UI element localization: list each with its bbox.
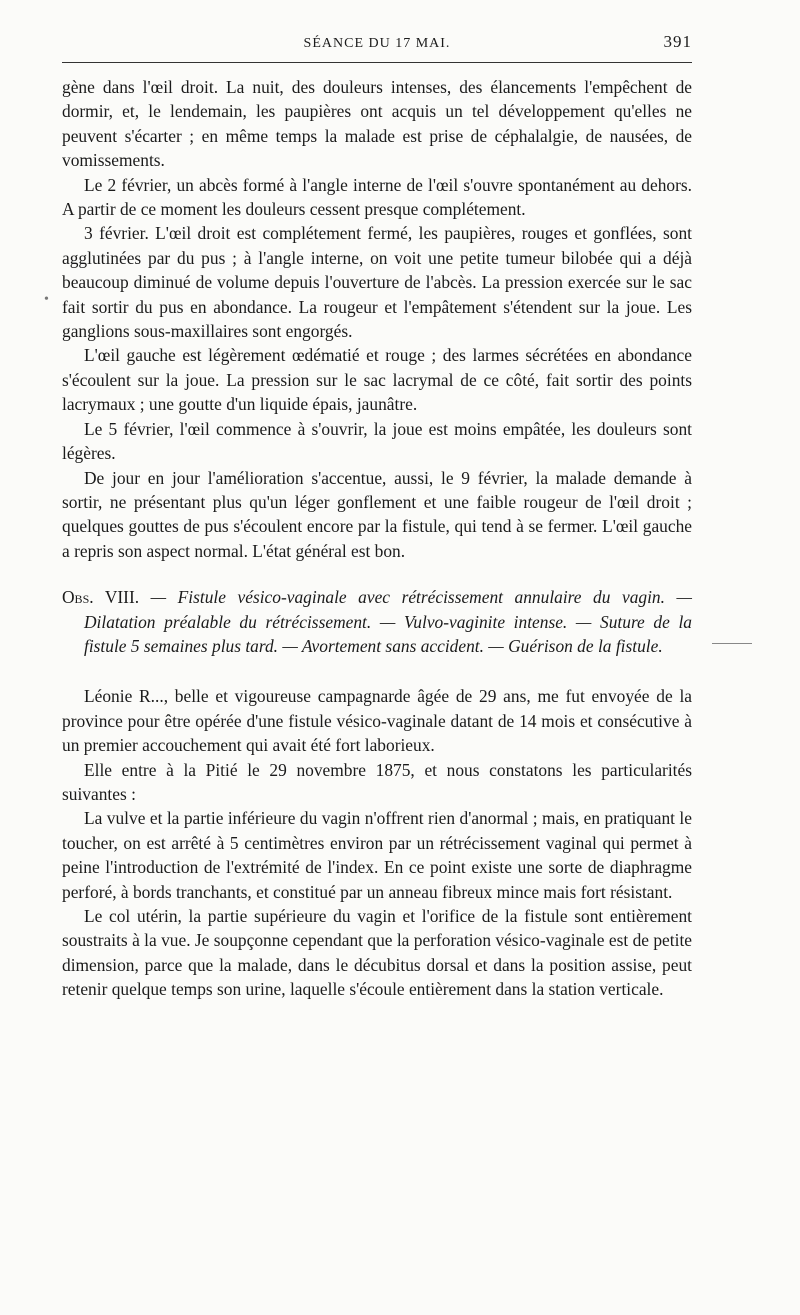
paragraph: L'œil gauche est légèrement œdématié et rouge ; des larmes sécrétées en abondance s'écoulent sur la joue. La pression sur le sac lacrymal de ce côté, fait sortir des points lacrymaux ; une goutte d'un liquide épais, jaunâtre. bbox=[62, 345, 692, 415]
paragraph: 3 février. L'œil droit est complétement fermé, les paupières, rouges et gonflées, sont agglutinées par du pus ; à l'angle interne, on voit une petite tumeur bilobée qui a déjà beaucoup diminué de volume depuis l'ouverture de l'abcès. La pression exercée sur le sac fait sortir du pus en abondance. La rougeur et l'empâtement s'étendent sur la joue. Les ganglions sous-maxillaires sont engorgés. bbox=[62, 223, 692, 342]
page bbox=[62, 30, 692, 1002]
observation-heading bbox=[62, 585, 692, 658]
paragraph: Le col utérin, la partie supérieure du vagin et l'orifice de la fistule sont entièrement soustraits à la vue. Je soupçonne cependant que la perforation vésico-vaginale est de petite dimension, parce que la malade, dans le décubitus dorsal et dans la position assise, peut retenir quelque temps son urine, laquelle s'écoule entièrement dans la station verticale. bbox=[62, 906, 692, 1000]
header-rule bbox=[62, 62, 692, 63]
paragraph: Léonie R..., belle et vigoureuse campagnarde âgée de 29 ans, me fut envoyée de la province pour être opérée d'une fistule vésico-vaginale datant de 14 mois et consécutive à un premier accouchement qui avait été fort laborieux. bbox=[62, 686, 692, 756]
paragraph: Le 2 février, un abcès formé à l'angle interne de l'œil s'ouvre spontanément au dehors. A partir de ce moment les douleurs cessent presque complétement. bbox=[62, 174, 692, 220]
paragraph-continuation: gène dans l'œil droit. La nuit, des douleurs intenses, des élancements l'empêchent de dormir, et, le lendemain, les paupières ont acquis un tel développement qu'elles ne peuvent s'écarter ; en même temps la malade est prise de céphalalgie, de nausées, de vomissements. bbox=[62, 77, 692, 171]
observation-title: — Fistule vésico-vaginale avec rétrécissement annulaire du vagin. — Dilatation préalable du rétrécissement. — Vulvo-vaginite intense. — Suture de la fistule 5 semaines plus tard. — Avortement sans accident. — Guérison de la fistule. bbox=[84, 587, 692, 656]
body-before bbox=[62, 75, 692, 563]
observation-label: Obs. VIII. bbox=[62, 587, 140, 608]
margin-dot: • bbox=[44, 292, 49, 307]
running-header bbox=[62, 30, 692, 58]
paragraph: La vulve et la partie inférieure du vagin n'offrent rien d'anormal ; mais, en pratiquant le toucher, on est arrêté à 5 centimètres environ par un rétrécissement vaginal qui permet à peine l'introduction de l'extrémité de l'index. En ce point existe une sorte de diaphragme perforé, à bords tranchants, et constitué par un anneau fibreux mince mais fort résistant. bbox=[62, 808, 692, 902]
paragraph: Le 5 février, l'œil commence à s'ouvrir, la joue est moins empâtée, les douleurs sont légères. bbox=[62, 418, 692, 464]
body-after bbox=[62, 684, 692, 1001]
running-title: SÉANCE DU 17 MAI. bbox=[303, 36, 451, 51]
margin-dash bbox=[712, 643, 752, 644]
paragraph: De jour en jour l'amélioration s'accentue, aussi, le 9 février, la malade demande à sortir, ne présentant plus qu'un léger gonflement et une faible rougeur de l'œil droit ; quelques gouttes de pus s'écoulent encore par la fistule, qui tend à se fermer. L'œil gauche a repris son aspect normal. L'état général est bon. bbox=[62, 467, 692, 561]
paragraph: Elle entre à la Pitié le 29 novembre 1875, et nous constatons les particularités suivantes : bbox=[62, 759, 692, 804]
page-number: 391 bbox=[663, 32, 692, 51]
